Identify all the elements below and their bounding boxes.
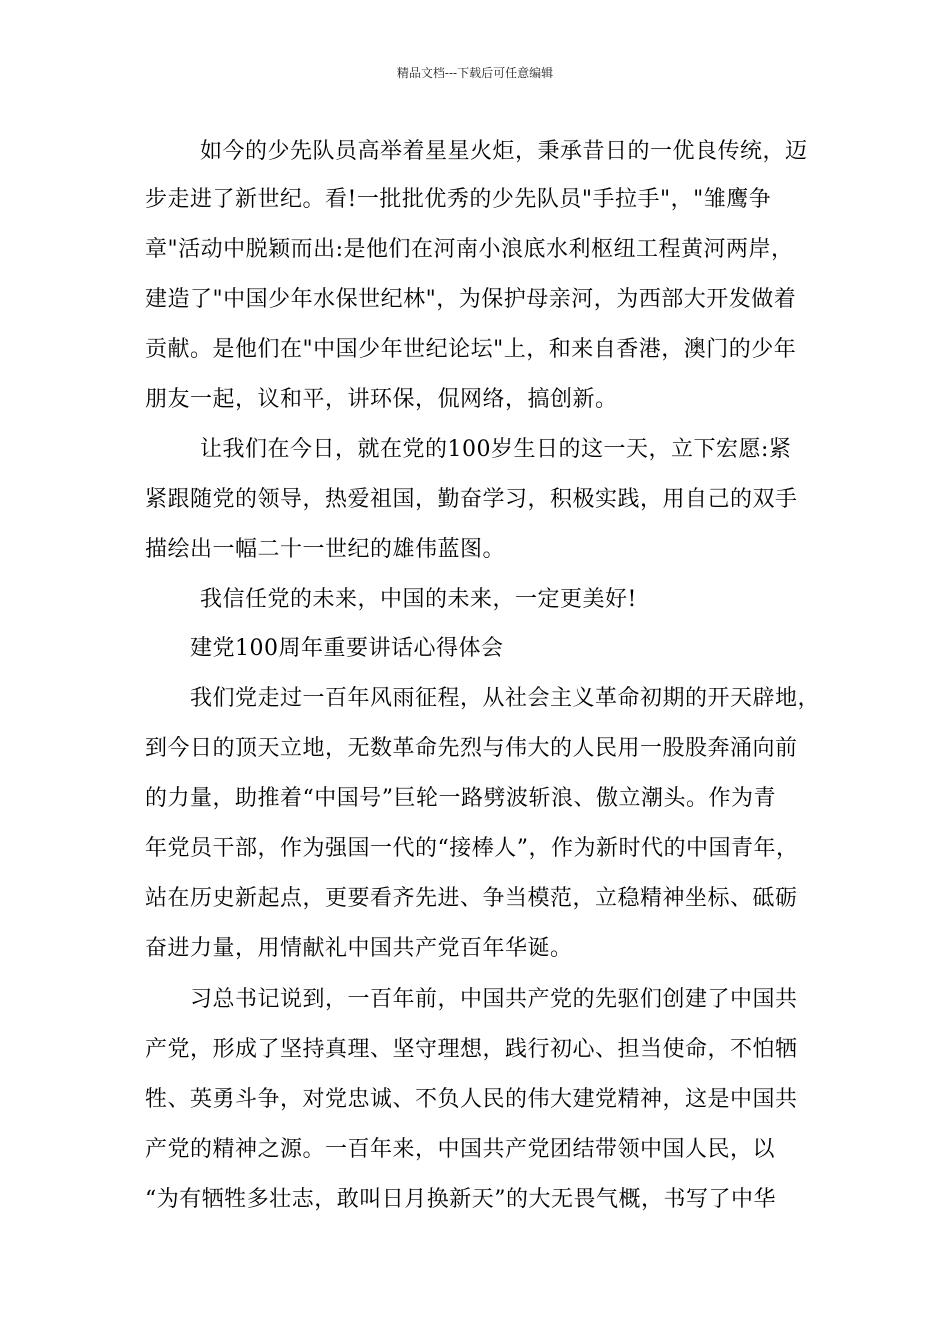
text-line: 如今的少先队员高举着星星火炬，秉承昔日的一优良传统，迈 (200, 139, 808, 164)
text-line: “为有牺牲多壮志，敢叫日月换新天”的大无畏气概，书写了中华 (145, 1187, 776, 1212)
text-line: 描绘出一幅二十一世纪的雄伟蓝图。 (145, 537, 506, 562)
text-line: 产党的精神之源。一百年来，中国共产党团结带领中国人民，以 (145, 1137, 776, 1162)
text-line: 产党，形成了坚持真理、坚守理想，践行初心、担当使命，不怕牺 (145, 1037, 798, 1062)
text-line: 站在历史新起点，更要看齐先进、争当模范，立稳精神坐标、砥砺 (145, 886, 798, 911)
text-line: 章"活动中脱颖而出:是他们在河南小浪底水利枢纽工程黄河两岸， (145, 237, 794, 262)
text-line: 奋进力量，用情献礼中国共产党百年华诞。 (145, 936, 573, 961)
text-line: 我信任党的未来，中国的未来，一定更美好! (200, 587, 637, 612)
text-line: 的力量，助推着“中国号”巨轮一路劈波斩浪、傲立潮头。作为青 (145, 786, 776, 811)
text-line: 朋友一起，议和平，讲环保，侃网络，搞创新。 (145, 387, 618, 412)
text-line: 年党员干部，作为强国一代的“接棒人”，作为新时代的中国青年， (145, 836, 799, 861)
section-heading: 建党100周年重要讲话心得体会 (190, 636, 504, 661)
text-line: 贡献。是他们在"中国少年世纪论坛"上，和来自香港，澳门的少年 (145, 337, 797, 362)
text-line: 让我们在今日，就在党的100岁生日的这一天，立下宏愿:紧 (200, 437, 792, 462)
text-line: 习总书记说到，一百年前，中国共产党的先驱们创建了中国共 (190, 987, 798, 1012)
text-line: 建造了"中国少年水保世纪林"，为保护母亲河，为西部大开发做着 (145, 287, 797, 312)
text-line: 牲、英勇斗争，对党忠诚、不负人民的伟大建党精神，这是中国共 (145, 1087, 798, 1112)
text-line: 紧跟随党的领导，热爱祖国，勤奋学习，积极实践，用自己的双手 (145, 487, 798, 512)
text-line: 步走进了新世纪。看!一批批优秀的少先队员"手拉手"，"雏鹰争 (145, 187, 772, 212)
text-line: 到今日的顶天立地，无数革命先烈与伟大的人民用一股股奔涌向前 (145, 736, 798, 761)
text-line: 我们党走过一百年风雨征程，从社会主义革命初期的开天辟地， (190, 686, 821, 711)
page-header: 精品文档---下载后可任意编辑 (396, 66, 554, 80)
